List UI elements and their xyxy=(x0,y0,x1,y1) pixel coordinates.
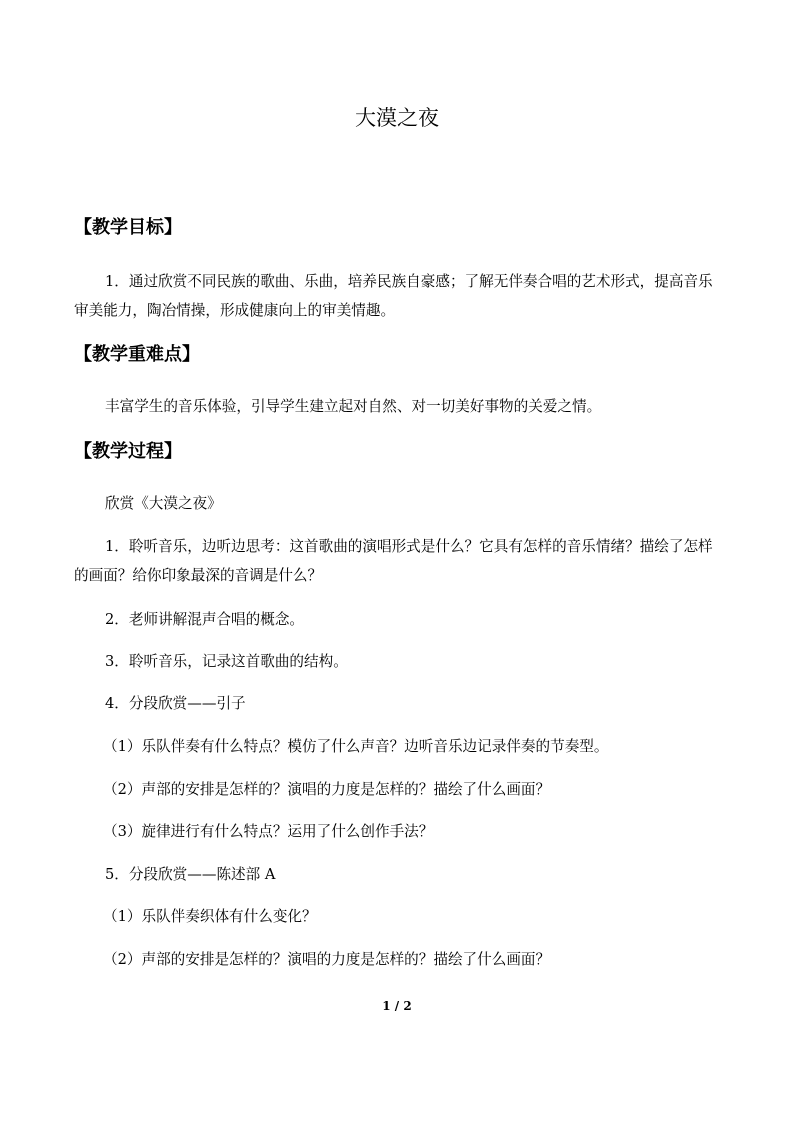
process-item-5-question-2: （2）声部的安排是怎样的？演唱的力度是怎样的？描绘了什么画面？ xyxy=(103,951,551,968)
process-item-5-question-1: （1）乐队伴奏织体有什么变化？ xyxy=(103,908,317,925)
process-item-4-question-1: （1）乐队伴奏有什么特点？模仿了什么声音？边听音乐边记录伴奏的节奏型。 xyxy=(103,738,609,755)
page-title: 大漠之夜 xyxy=(355,106,439,130)
page-number: 1 / 2 xyxy=(382,999,412,1013)
section-heading-goals: 【教学目标】 xyxy=(74,217,182,238)
section-heading-process: 【教学过程】 xyxy=(74,441,182,462)
process-item-4: 4．分段欣赏——引子 xyxy=(105,695,246,712)
process-item-2: 2．老师讲解混声合唱的概念。 xyxy=(105,611,305,628)
process-item-5: 5．分段欣赏——陈述部 A xyxy=(105,866,276,883)
key-points-paragraph: 丰富学生的音乐体验，引导学生建立起对自然、对一切美好事物的关爱之情。 xyxy=(105,398,602,415)
process-item-1: 1．聆听音乐，边听边思考：这首歌曲的演唱形式是什么？它具有怎样的音乐情绪？描绘了怎样的画面？给你印象最深的音调是什么？ xyxy=(74,538,713,584)
process-item-4-question-2: （2）声部的安排是怎样的？演唱的力度是怎样的？描绘了什么画面？ xyxy=(103,781,551,798)
process-item-4-question-3: （3）旋律进行有什么特点？运用了什么创作手法？ xyxy=(103,823,434,840)
process-item-3: 3．聆听音乐，记录这首歌曲的结构。 xyxy=(105,653,348,670)
process-intro: 欣赏《大漠之夜》 xyxy=(105,495,222,512)
goals-paragraph: 1．通过欣赏不同民族的歌曲、乐曲，培养民族自豪感；了解无伴奏合唱的艺术形式，提高音乐审美能力，陶冶情操，形成健康向上的审美情趣。 xyxy=(74,273,713,319)
section-heading-key-points: 【教学重难点】 xyxy=(74,344,200,365)
